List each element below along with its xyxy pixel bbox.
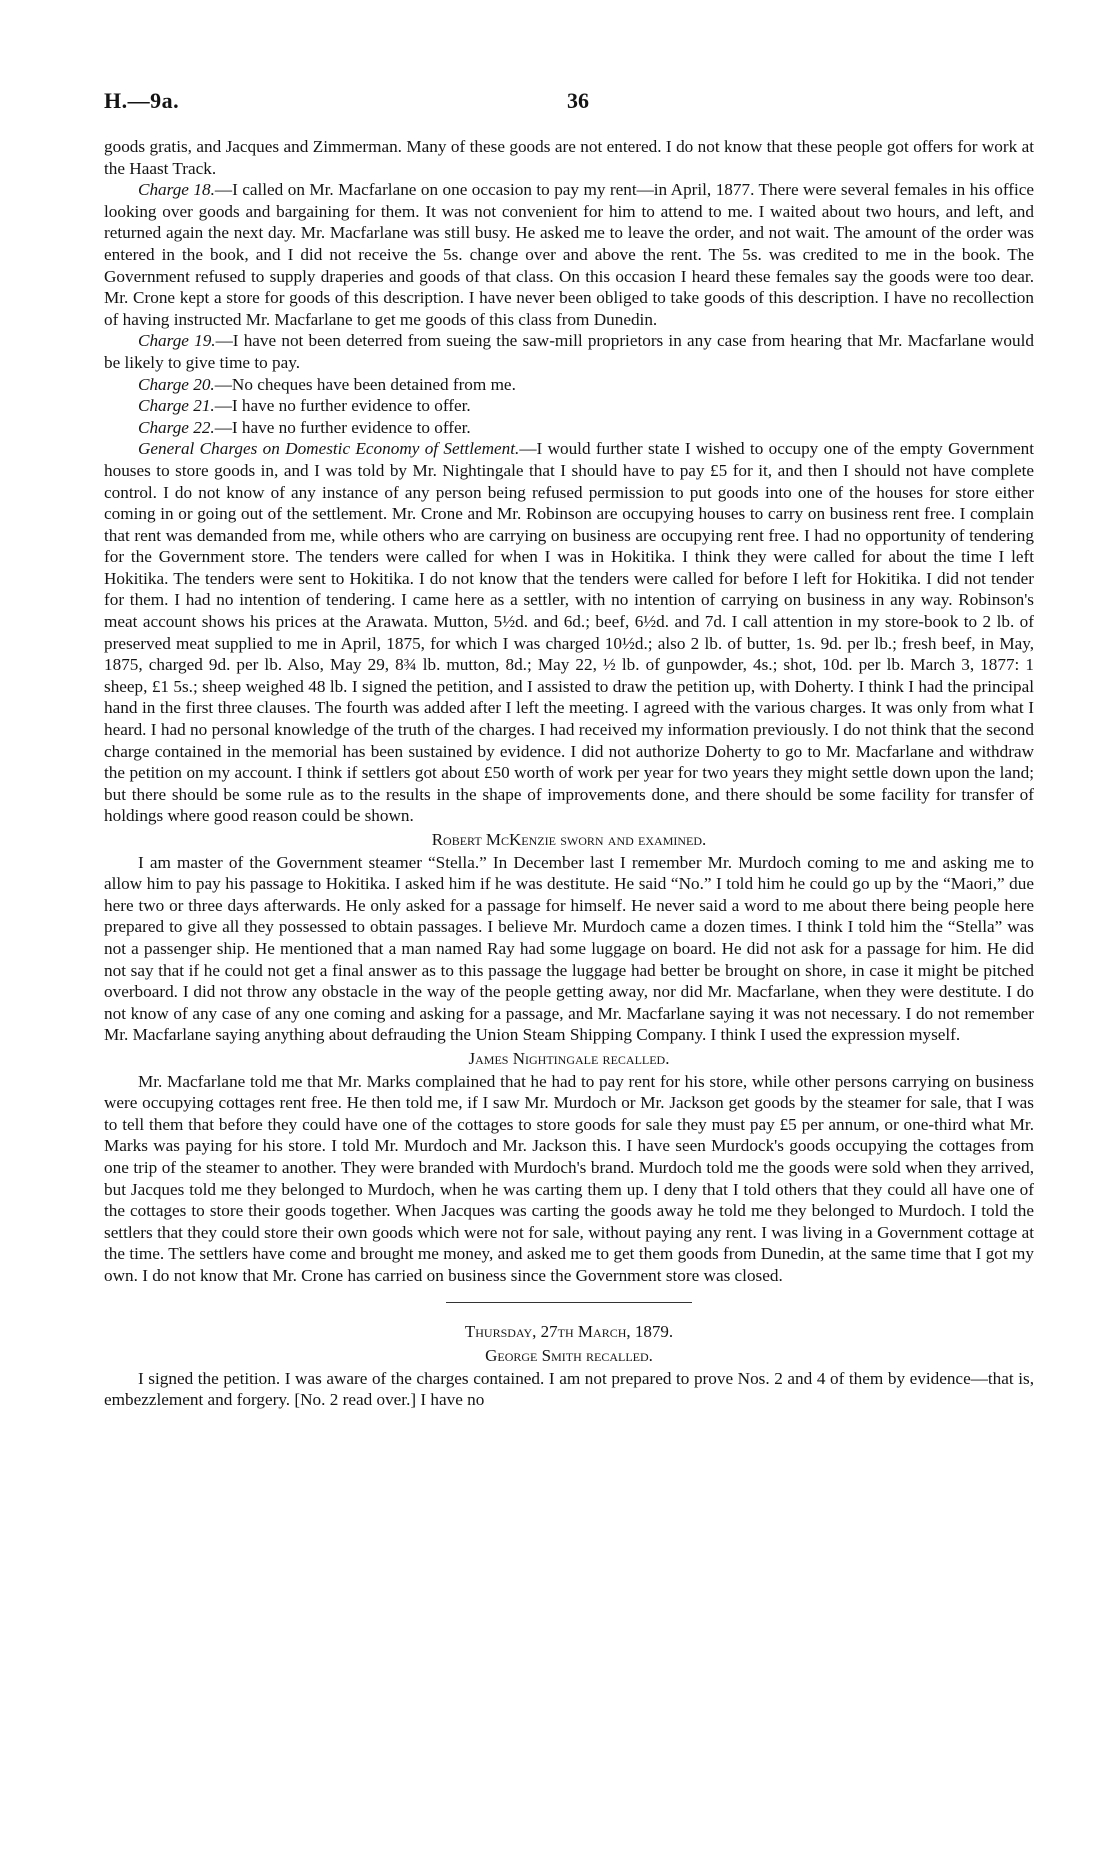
charge-text: —I have no further evidence to offer. bbox=[214, 417, 471, 437]
general-charges-paragraph bbox=[104, 438, 1034, 827]
smith-testimony: I signed the petition. I was aware of the charges contained. I am not prepared to prove Nos. 2 and 4 of them by evidence—that is, embezzlement and forgery. [No. 2 read over.] I have no bbox=[104, 1368, 1034, 1410]
charge-19-paragraph bbox=[104, 330, 1034, 373]
section-divider bbox=[446, 1302, 692, 1303]
charge-text: —No cheques have been detained from me. bbox=[214, 374, 516, 394]
witness-heading-smith: George Smith recalled. bbox=[485, 1346, 653, 1366]
witness-heading-nightingale: James Nightingale recalled. bbox=[468, 1048, 670, 1068]
witness-heading-mckenzie: Robert McKenzie sworn and examined. bbox=[431, 830, 707, 849]
charge-label: Charge 22. bbox=[138, 417, 215, 437]
charge-label: Charge 18. bbox=[138, 180, 215, 200]
charge-text: —I called on Mr. Macfarlane on one occasion to pay my rent—in April, 1877. There were several females in his office looking over goods and bargaining for them. It was not convenient for him to attend to me. I waited about two hours, and left, and returned again the next day. Mr. Macfarlane was still busy. He asked me to leave the order, and not wait. The amount of the order was entered in the book, and I did not receive the 5s. change over and above the rent. The 5s. was credited to me in the book. The Government refused to supply draperies and goods of that class. On this occasion I heard these females say the goods were too dear. Mr. Crone kept a store for goods of this description. I have never been obliged to take goods of this description. I have no recollection of having instructed Mr. Macfarlane to get me goods of this class from Dunedin. bbox=[104, 180, 1034, 329]
report-reference: H.—9a. bbox=[104, 88, 180, 113]
charge-22-paragraph bbox=[104, 417, 1034, 439]
document-body bbox=[104, 136, 1034, 1411]
nightingale-testimony: Mr. Macfarlane told me that Mr. Marks complained that he had to pay rent for his store, while other persons carrying on business were occupying cottages rent free. He then told me, if I saw Mr. Murdoch or Mr. Jackson get goods by the steamer for sale, that I was to tell them that before they could have one of the cottages to store goods for sale they must pay £5 per annum, or one-third what Mr. Marks was paying for his store. I told Mr. Murdoch and Mr. Jackson this. I have seen Murdock's goods occupying the cottages from one trip of the steamer to another. They were branded with Murdoch's brand. Murdoch told me the goods were sold when they arrived, but Jacques told me they belonged to Murdoch, when he was carting them up. I deny that I told others that they could all have one of the cottages to store their goods together. When Jacques was carting the goods away he told me they belonged to Murdoch. I told the settlers that they could store their own goods which were not for sale, without paying any rent. I was living in a Government cottage at the time. The settlers have come and brought me money, and asked me to get them goods from Dunedin, at the same time that I got my own. I do not know that Mr. Crone has carried on business since the Government store was closed. bbox=[104, 1071, 1034, 1285]
charge-label: Charge 20. bbox=[138, 374, 215, 394]
page-number: 36 bbox=[567, 88, 589, 113]
charge-text: —I have not been deterred from sueing the saw-mill proprietors in any case from hearing that Mr. Macfarlane would be likely to give time to pay. bbox=[104, 331, 1034, 372]
general-charges-text: —I would further state I wished to occupy one of the empty Government houses to store goods in, and I was told by Mr. Nightingale that I should have to pay £5 for it, and then I should not have complete control. I do not know of any instance of any person being refused permission to put goods into one of the houses for store either coming in or going out of the settlement. Mr. Crone and Mr. Robinson are occupying houses to carry on business rent free. I complain that rent was demanded from me, while others who are carrying on business are occupying rent free. I had no opportunity of tendering for the Government store. The tenders were called for when I was in Hokitika. I think they were called for about the time I left Hokitika. The tenders were sent to Hokitika. I do not know that the tenders were called for before I left for Hokitika. I did not tender for them. I had no intention of tendering. I came here as a settler, with no intention of carrying on business in any way. Robinson's meat account shows his prices at the Arawata. Mutton, 5½d. and 6d.; beef, 6½d. and 7d. I call attention in my store-book to 2 lb. of preserved meat supplied to me in April, 1875, for which I was charged 10½d.; also 2 lb. of butter, 1s. 9d. per lb.; fresh beef, in May, 1875, charged 9d. per lb. Also, May 29, 8¾ lb. mutton, 8d.; May 22, ½ lb. of gunpowder, 4s.; shot, 10d. per lb. March 3, 1877: 1 sheep, £1 5s.; sheep weighed 48 lb. I signed the petition, and I assisted to draw the petition up, with Doherty. I think I had the principal hand in the first three clauses. The fourth was added after I left the meeting. I agreed with the various charges. It was only from what I heard. I had no personal knowledge of the truth of the charges. I had received my information previously. I do not think that the second charge contained in the memorial has been sustained by evidence. I did not authorize Doherty to go to Mr. Macfarlane and withdraw the petition on my account. I think if settlers got about £50 worth of work per year for two years they might settle down upon the land; but there should be some rule as to the results in the shape of improvements done, and there should be some facility for transfer of holdings where good reason could be shown. bbox=[104, 439, 1034, 826]
continuation-paragraph: goods gratis, and Jacques and Zimmerman. Many of these goods are not entered. I do not know that these people got offers for work at the Haast Track. bbox=[104, 137, 1034, 178]
mckenzie-testimony: I am master of the Government steamer “Stella.” In December last I remember Mr. Murdoch coming to me and asking me to allow him to pay his passage to Hokitika. I asked him if he was destitute. He said “No.” I told him he could go up by the “Maori,” due here two or three days afterwards. He only asked for a passage for himself. He never said a word to me about there being people here prepared to give all they possessed to obtain passages. I believe Mr. Murdoch came a dozen times. I think I told him the “Stella” was not a passenger ship. He mentioned that a man named Ray had some luggage on board. He did not ask for a passage for him. He did not say that if he could not get a final answer as to this passage the luggage had better be brought on shore, in case it might be pitched overboard. I did not throw any obstacle in the way of the people getting away, nor did Mr. Macfarlane, when they were destitute. I do not know of any case of any one coming and asking for a passage, and Mr. Macfarlane saying it was not necessary. I do not remember Mr. Macfarlane saying anything about defrauding the Union Steam Shipping Company. I think I used the expression myself. bbox=[104, 852, 1034, 1045]
charge-label: Charge 21. bbox=[138, 396, 215, 416]
general-charges-label: General Charges on Domestic Economy of Settlement. bbox=[138, 439, 520, 459]
page-header bbox=[104, 88, 1034, 136]
charge-text: —I have no further evidence to offer. bbox=[214, 396, 471, 416]
date-heading: Thursday, 27th March, 1879. bbox=[464, 1322, 674, 1342]
charge-21-paragraph bbox=[104, 395, 1034, 417]
charge-20-paragraph bbox=[104, 374, 1034, 396]
charge-label: Charge 19. bbox=[138, 331, 216, 351]
charge-18-paragraph bbox=[104, 179, 1034, 330]
